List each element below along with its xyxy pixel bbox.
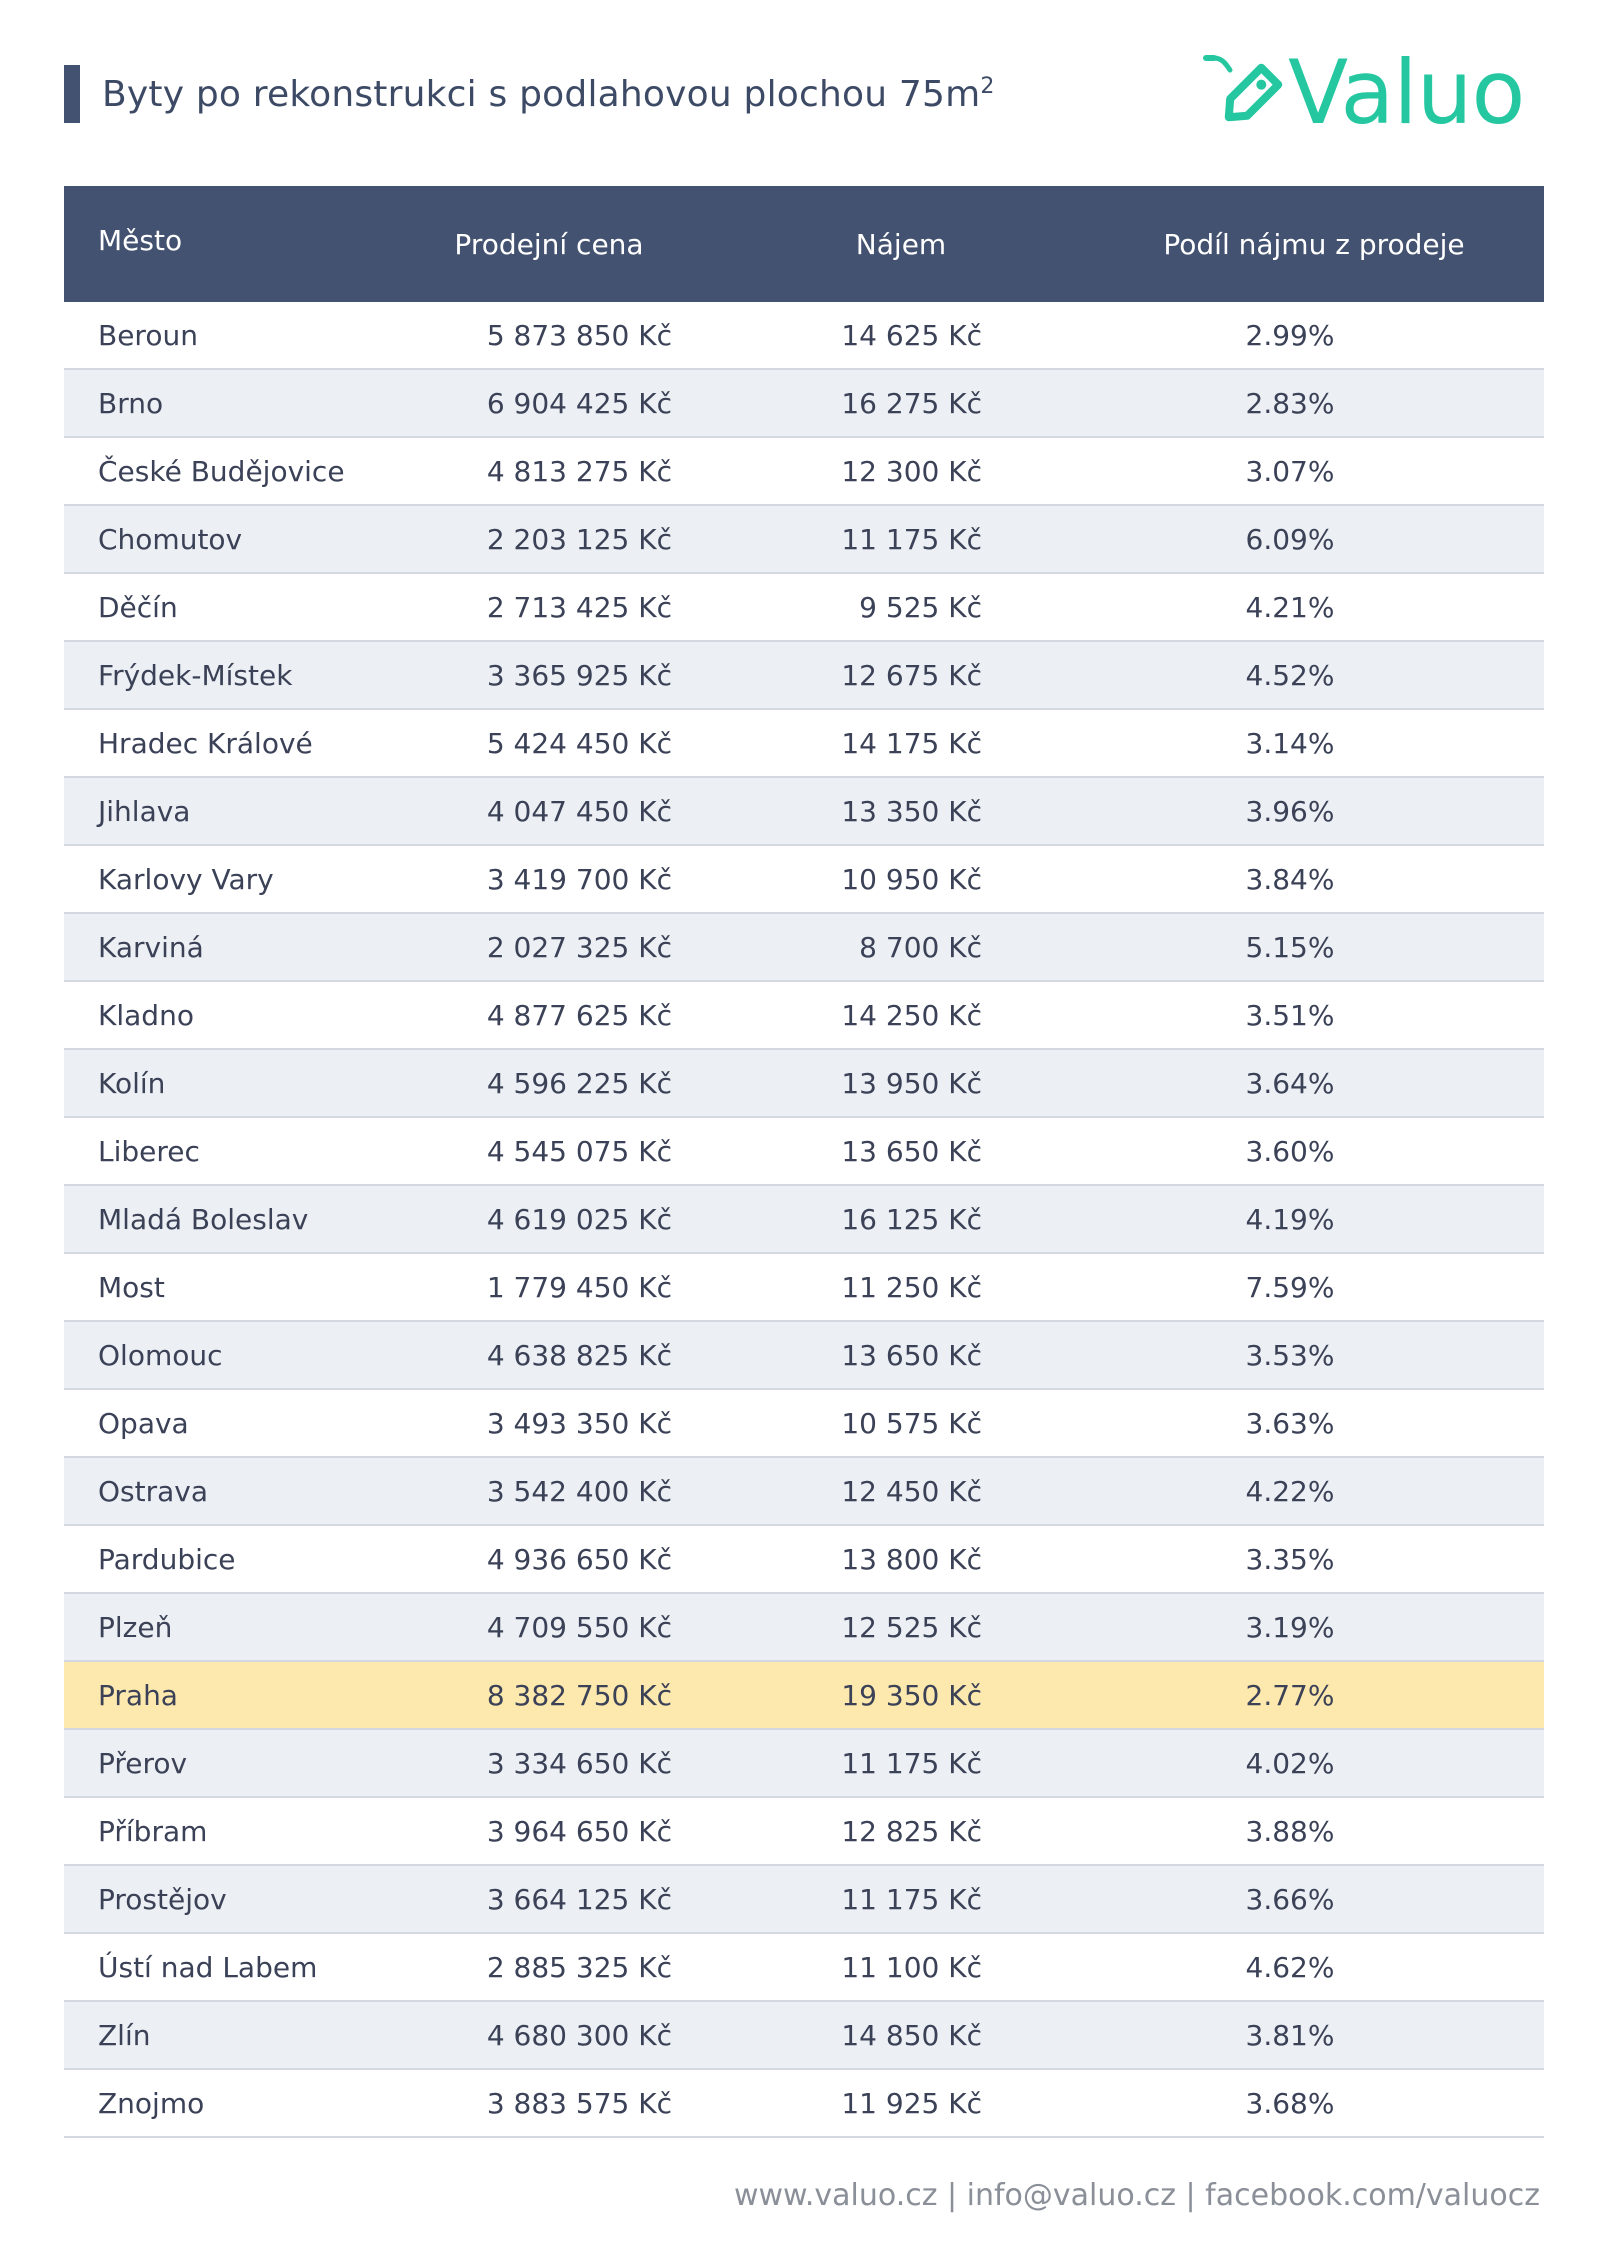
cell-ratio: 3.84% bbox=[1245, 862, 1335, 896]
cell-city: Olomouc bbox=[98, 1338, 223, 1372]
cell-city: Frýdek-Místek bbox=[98, 658, 293, 692]
table-row bbox=[64, 1798, 1544, 1866]
cell-rent: 13 650 Kč bbox=[841, 1338, 982, 1372]
cell-price: 3 493 350 Kč bbox=[486, 1406, 672, 1440]
cell-rent: 8 700 Kč bbox=[859, 930, 982, 964]
cell-price: 1 779 450 Kč bbox=[486, 1270, 672, 1304]
cell-city: Chomutov bbox=[98, 522, 243, 556]
cell-price: 4 680 300 Kč bbox=[486, 2018, 672, 2052]
cell-rent: 11 250 Kč bbox=[841, 1270, 982, 1304]
footer-contact: www.valuo.cz | info@valuo.cz | facebook.com/valuocz bbox=[733, 2178, 1540, 2213]
cell-city: Přerov bbox=[98, 1746, 188, 1780]
logo-wordmark: Valuo bbox=[1288, 41, 1525, 144]
table-row bbox=[64, 2070, 1544, 2138]
cell-price: 4 545 075 Kč bbox=[486, 1134, 672, 1168]
cell-price: 4 596 225 Kč bbox=[486, 1066, 672, 1100]
cell-rent: 12 525 Kč bbox=[841, 1610, 982, 1644]
cell-ratio: 7.59% bbox=[1245, 1270, 1335, 1304]
cell-rent: 12 300 Kč bbox=[841, 454, 982, 488]
cell-rent: 13 800 Kč bbox=[841, 1542, 982, 1576]
cell-ratio: 5.15% bbox=[1245, 930, 1335, 964]
valuo-logo bbox=[1200, 41, 1545, 144]
cell-rent: 16 125 Kč bbox=[841, 1202, 982, 1236]
table-row bbox=[64, 1594, 1544, 1662]
cell-ratio: 3.64% bbox=[1245, 1066, 1335, 1100]
data-table bbox=[64, 186, 1544, 2138]
cell-ratio: 6.09% bbox=[1245, 522, 1335, 556]
table-row bbox=[64, 574, 1544, 642]
table-row bbox=[64, 1526, 1544, 1594]
cell-city: Opava bbox=[98, 1406, 189, 1440]
cell-city: Karviná bbox=[98, 930, 204, 964]
cell-rent: 11 175 Kč bbox=[841, 1882, 982, 1916]
table-row bbox=[64, 1186, 1544, 1254]
cell-rent: 12 675 Kč bbox=[841, 658, 982, 692]
cell-price: 3 883 575 Kč bbox=[486, 2086, 672, 2120]
cell-rent: 14 250 Kč bbox=[841, 998, 982, 1032]
cell-price: 4 638 825 Kč bbox=[486, 1338, 672, 1372]
cell-city: Pardubice bbox=[98, 1542, 236, 1576]
cell-ratio: 4.22% bbox=[1245, 1474, 1335, 1508]
cell-price: 3 664 125 Kč bbox=[486, 1882, 672, 1916]
header-ratio: Podíl nájmu z prodeje bbox=[1163, 227, 1465, 261]
cell-city: Liberec bbox=[98, 1134, 200, 1168]
table-header bbox=[64, 186, 1544, 302]
cell-city: Beroun bbox=[98, 318, 198, 352]
cell-ratio: 2.99% bbox=[1245, 318, 1335, 352]
cell-ratio: 4.52% bbox=[1245, 658, 1335, 692]
cell-ratio: 3.63% bbox=[1245, 1406, 1335, 1440]
table-row bbox=[64, 506, 1544, 574]
cell-price: 3 964 650 Kč bbox=[486, 1814, 672, 1848]
table-row bbox=[64, 1458, 1544, 1526]
table-row bbox=[64, 846, 1544, 914]
price-tag-icon bbox=[1200, 50, 1286, 136]
cell-ratio: 3.07% bbox=[1245, 454, 1335, 488]
cell-price: 5 873 850 Kč bbox=[486, 318, 672, 352]
title-accent-bar bbox=[64, 65, 80, 123]
cell-city: České Budějovice bbox=[98, 454, 345, 488]
cell-rent: 12 825 Kč bbox=[841, 1814, 982, 1848]
cell-price: 5 424 450 Kč bbox=[486, 726, 672, 760]
cell-ratio: 3.66% bbox=[1245, 1882, 1335, 1916]
cell-rent: 11 175 Kč bbox=[841, 1746, 982, 1780]
cell-rent: 13 950 Kč bbox=[841, 1066, 982, 1100]
cell-price: 2 027 325 Kč bbox=[486, 930, 672, 964]
table-row bbox=[64, 370, 1544, 438]
cell-ratio: 3.68% bbox=[1245, 2086, 1335, 2120]
header-rent: Nájem bbox=[855, 227, 947, 261]
table-row bbox=[64, 302, 1544, 370]
table-row bbox=[64, 914, 1544, 982]
cell-rent: 9 525 Kč bbox=[859, 590, 982, 624]
page-title-block bbox=[64, 64, 995, 124]
cell-city: Plzeň bbox=[98, 1610, 173, 1644]
cell-ratio: 3.14% bbox=[1245, 726, 1335, 760]
cell-ratio: 4.19% bbox=[1245, 1202, 1335, 1236]
cell-rent: 12 450 Kč bbox=[841, 1474, 982, 1508]
cell-rent: 14 625 Kč bbox=[841, 318, 982, 352]
cell-price: 6 904 425 Kč bbox=[486, 386, 672, 420]
table-row bbox=[64, 642, 1544, 710]
cell-price: 2 885 325 Kč bbox=[486, 1950, 672, 1984]
table-row bbox=[64, 778, 1544, 846]
cell-rent: 14 850 Kč bbox=[841, 2018, 982, 2052]
cell-rent: 10 575 Kč bbox=[841, 1406, 982, 1440]
header-city: Město bbox=[98, 224, 183, 257]
cell-ratio: 3.96% bbox=[1245, 794, 1335, 828]
cell-rent: 13 350 Kč bbox=[841, 794, 982, 828]
cell-city: Mladá Boleslav bbox=[98, 1202, 309, 1236]
cell-ratio: 3.53% bbox=[1245, 1338, 1335, 1372]
cell-ratio: 2.77% bbox=[1245, 1678, 1335, 1712]
cell-price: 4 936 650 Kč bbox=[486, 1542, 672, 1576]
table-row bbox=[64, 982, 1544, 1050]
cell-price: 3 419 700 Kč bbox=[486, 862, 672, 896]
header-price: Prodejní cena bbox=[454, 227, 644, 261]
title-superscript: 2 bbox=[980, 73, 995, 99]
cell-city: Zlín bbox=[98, 2018, 151, 2052]
cell-price: 2 203 125 Kč bbox=[486, 522, 672, 556]
cell-ratio: 3.35% bbox=[1245, 1542, 1335, 1576]
table-row bbox=[64, 2002, 1544, 2070]
cell-ratio: 4.21% bbox=[1245, 590, 1335, 624]
cell-rent: 14 175 Kč bbox=[841, 726, 982, 760]
cell-ratio: 2.83% bbox=[1245, 386, 1335, 420]
cell-city: Jihlava bbox=[98, 794, 191, 828]
cell-price: 4 813 275 Kč bbox=[486, 454, 672, 488]
cell-ratio: 3.81% bbox=[1245, 2018, 1335, 2052]
cell-city: Praha bbox=[98, 1678, 178, 1712]
cell-price: 3 334 650 Kč bbox=[486, 1746, 672, 1780]
table-row bbox=[64, 1050, 1544, 1118]
table-row bbox=[64, 1662, 1544, 1730]
table-row bbox=[64, 1730, 1544, 1798]
cell-price: 4 709 550 Kč bbox=[486, 1610, 672, 1644]
cell-rent: 11 100 Kč bbox=[841, 1950, 982, 1984]
table-row bbox=[64, 1254, 1544, 1322]
cell-city: Kladno bbox=[98, 998, 194, 1032]
cell-rent: 16 275 Kč bbox=[841, 386, 982, 420]
cell-city: Most bbox=[98, 1270, 165, 1304]
page-title bbox=[102, 74, 995, 115]
cell-price: 3 365 925 Kč bbox=[486, 658, 672, 692]
cell-ratio: 3.88% bbox=[1245, 1814, 1335, 1848]
cell-city: Kolín bbox=[98, 1066, 166, 1100]
table-row bbox=[64, 1934, 1544, 2002]
cell-city: Děčín bbox=[98, 590, 178, 624]
table-row bbox=[64, 438, 1544, 506]
cell-ratio: 4.62% bbox=[1245, 1950, 1335, 1984]
cell-ratio: 3.60% bbox=[1245, 1134, 1335, 1168]
cell-city: Prostějov bbox=[98, 1882, 227, 1916]
cell-ratio: 3.51% bbox=[1245, 998, 1335, 1032]
table-body bbox=[64, 302, 1544, 2138]
table-row bbox=[64, 1322, 1544, 1390]
cell-ratio: 3.19% bbox=[1245, 1610, 1335, 1644]
cell-price: 4 619 025 Kč bbox=[486, 1202, 672, 1236]
cell-price: 3 542 400 Kč bbox=[486, 1474, 672, 1508]
cell-rent: 11 925 Kč bbox=[841, 2086, 982, 2120]
cell-city: Ostrava bbox=[98, 1474, 209, 1508]
cell-rent: 10 950 Kč bbox=[841, 862, 982, 896]
table-row bbox=[64, 1390, 1544, 1458]
cell-city: Hradec Králové bbox=[98, 726, 313, 760]
cell-rent: 11 175 Kč bbox=[841, 522, 982, 556]
cell-city: Znojmo bbox=[98, 2086, 205, 2120]
cell-city: Brno bbox=[98, 386, 164, 420]
cell-price: 4 877 625 Kč bbox=[486, 998, 672, 1032]
cell-price: 8 382 750 Kč bbox=[486, 1678, 672, 1712]
cell-ratio: 4.02% bbox=[1245, 1746, 1335, 1780]
page-title-text: Byty po rekonstrukci s podlahovou plochou 75m bbox=[102, 73, 981, 115]
cell-rent: 13 650 Kč bbox=[841, 1134, 982, 1168]
cell-price: 4 047 450 Kč bbox=[486, 794, 672, 828]
table-row bbox=[64, 710, 1544, 778]
table-row bbox=[64, 1866, 1544, 1934]
cell-city: Ústí nad Labem bbox=[98, 1950, 318, 1984]
cell-rent: 19 350 Kč bbox=[841, 1678, 982, 1712]
table-row bbox=[64, 1118, 1544, 1186]
cell-city: Příbram bbox=[98, 1814, 208, 1848]
cell-price: 2 713 425 Kč bbox=[486, 590, 672, 624]
cell-city: Karlovy Vary bbox=[98, 862, 274, 896]
